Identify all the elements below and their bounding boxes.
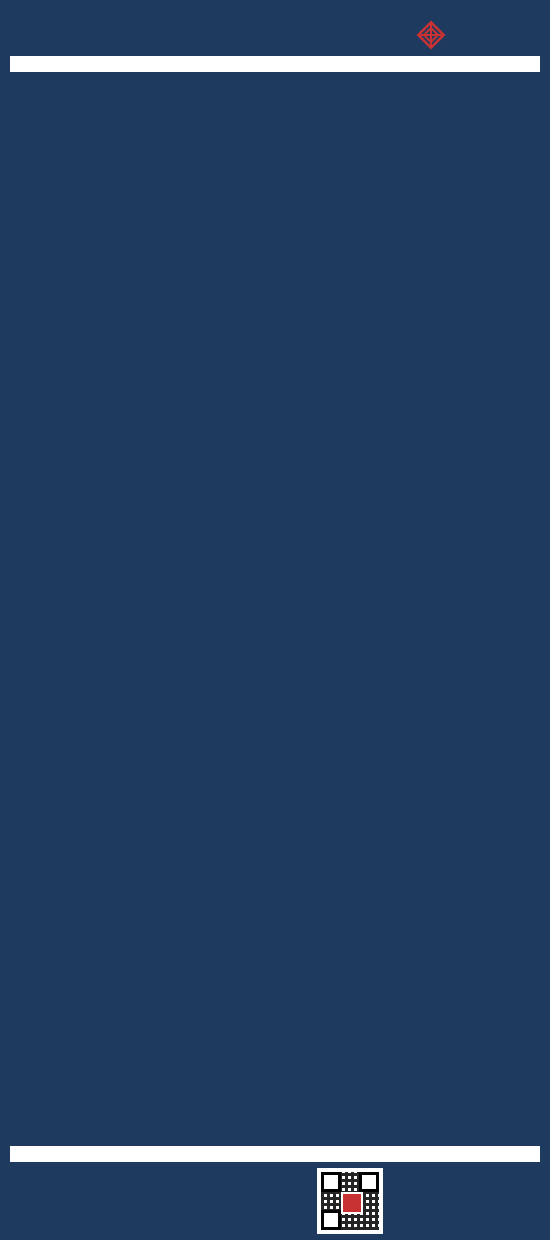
info-bar xyxy=(10,1146,540,1162)
knot-logo-icon xyxy=(414,18,448,52)
table-header xyxy=(10,72,540,108)
brand-logo xyxy=(414,18,534,52)
footer xyxy=(0,1162,550,1240)
report-date xyxy=(10,56,540,72)
qr-code-icon[interactable] xyxy=(317,1168,383,1234)
